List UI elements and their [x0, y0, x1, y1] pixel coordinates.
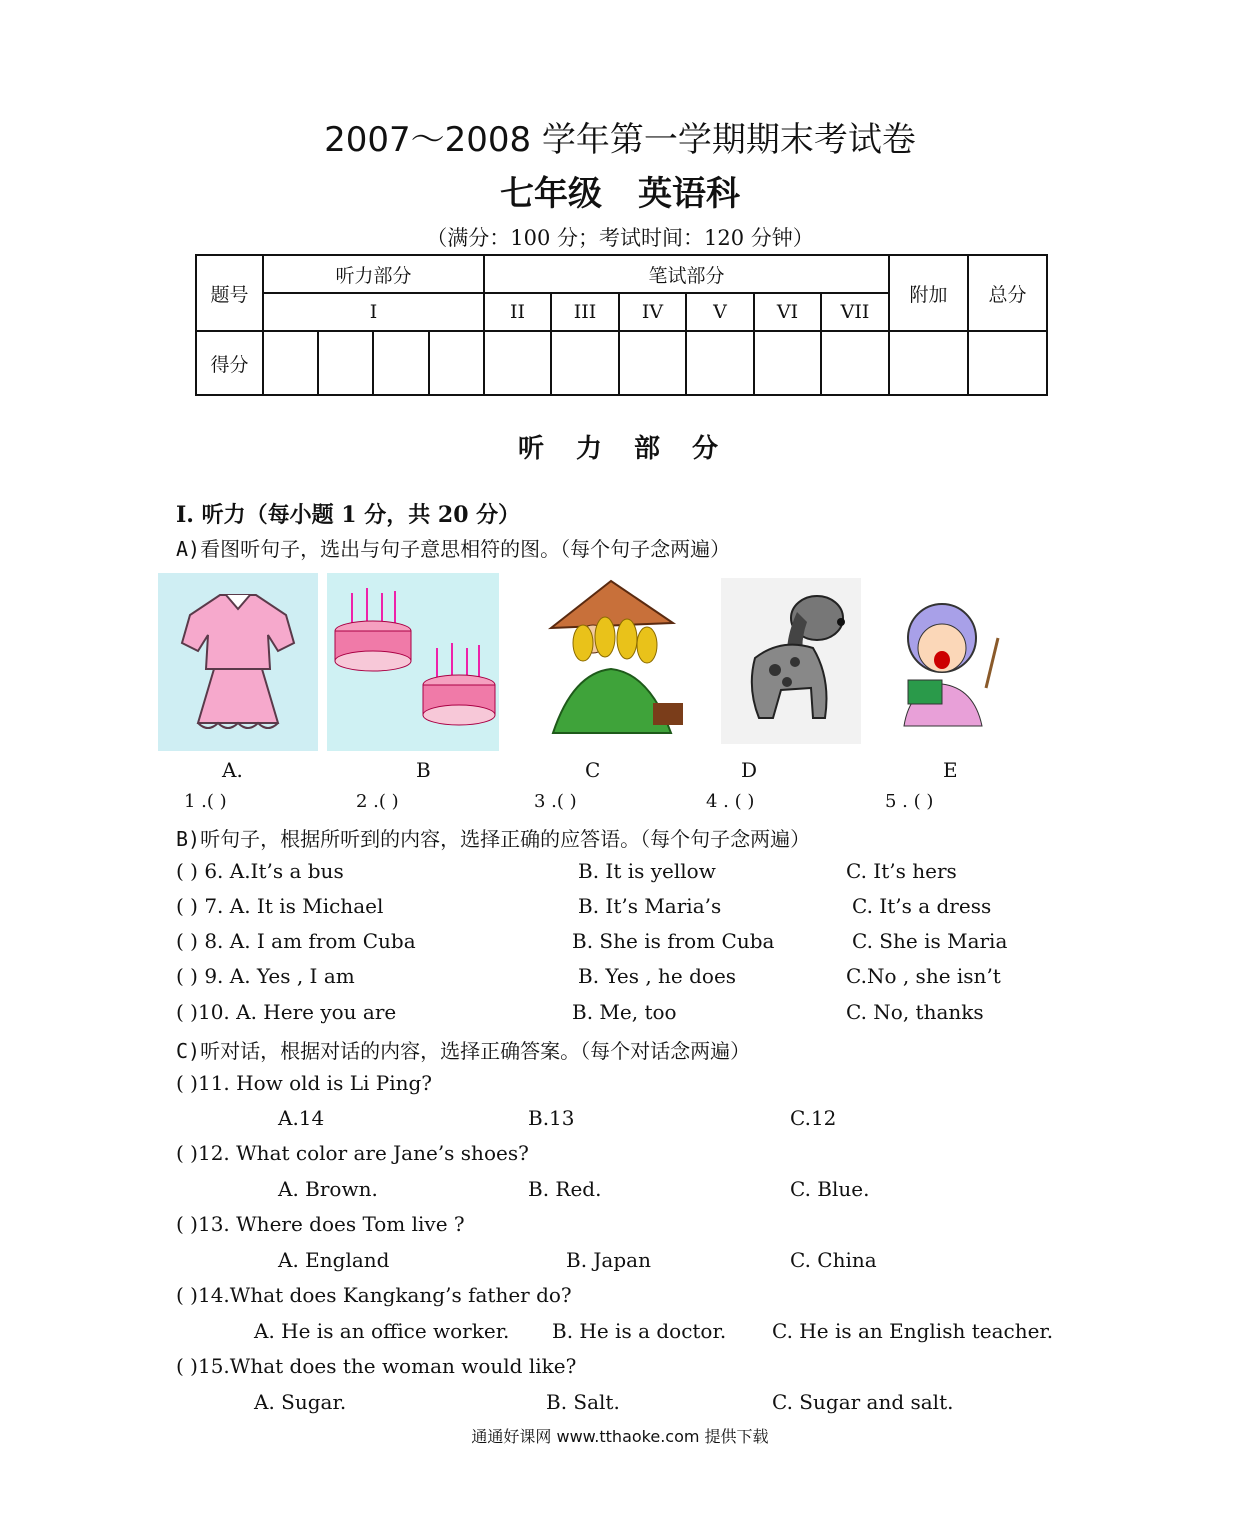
question-15: ( )15.What does the woman would like? [176, 1354, 577, 1378]
option-c: C. He is an English teacher. [772, 1319, 1054, 1343]
score-cell[interactable] [754, 331, 821, 395]
score-cell[interactable] [318, 331, 373, 395]
written-part-header: 笔试部分 [484, 255, 889, 293]
question-13: ( )13. Where does Tom live ? [176, 1212, 465, 1236]
score-cell[interactable] [263, 331, 318, 395]
listening-section-heading: 听 力 部 分 [517, 434, 723, 464]
listening-part-header: 听力部分 [263, 255, 484, 293]
option-b: B. Red. [528, 1177, 602, 1201]
option-c: C. She is Maria [852, 929, 1008, 953]
option-c: C. It’s a dress [852, 894, 992, 918]
footer-source: 通通好课网 www.tthaoke.com 提供下载 [471, 1427, 769, 1446]
farmer-harvest-icon [533, 573, 691, 745]
option-b: B. It is yellow [578, 859, 716, 883]
option-b: B. She is from Cuba [572, 929, 775, 953]
section-header: V [686, 293, 754, 331]
section-header: VI [754, 293, 821, 331]
part-b-instruction: B)听句子，根据所听到的内容，选择正确的应答语。（每个句子念两遍） [176, 827, 811, 851]
option-c: C. China [790, 1248, 877, 1272]
option-b: B. He is a doctor. [552, 1319, 727, 1343]
score-table [195, 254, 1048, 396]
exam-info: （满分：100 分；考试时间：120 分钟） [426, 226, 814, 250]
picture-letter: A. [222, 758, 243, 782]
score-cell[interactable] [686, 331, 754, 395]
option-b: B. Yes , he does [578, 964, 737, 988]
option-a: A. Brown. [278, 1177, 378, 1201]
section-header: I [263, 293, 484, 331]
option-a: A.14 [278, 1106, 325, 1130]
picture-letter: B [416, 758, 431, 782]
answer-blank[interactable]: 1 .( ) [184, 791, 227, 812]
exam-title: 2007～2008 学年第一学期期末考试卷 [324, 120, 916, 160]
grade-label: 七年级 [500, 174, 602, 214]
answer-blank[interactable]: 3 .( ) [534, 791, 577, 812]
option-c: C.12 [790, 1106, 837, 1130]
question-7: ( ) 7. A. It is Michael [176, 894, 384, 918]
option-c: C. No, thanks [846, 1000, 984, 1024]
part-a-instruction: A)看图听句子，选出与句子意思相符的图。（每个句子念两遍） [176, 537, 731, 561]
option-a: A. He is an office worker. [254, 1319, 510, 1343]
option-c: C.No , she isn’t [846, 964, 1001, 988]
question-14: ( )14.What does Kangkang’s father do? [176, 1283, 572, 1307]
extra-header: 附加 [889, 255, 968, 331]
score-cell[interactable] [429, 331, 484, 395]
score-cell[interactable] [484, 331, 551, 395]
section-header: IV [619, 293, 686, 331]
dress-icon [158, 573, 318, 751]
question-11: ( )11. How old is Li Ping? [176, 1071, 432, 1095]
option-b: B.13 [528, 1106, 575, 1130]
subject-label: 英语科 [638, 174, 740, 214]
question-8: ( ) 8. A. I am from Cuba [176, 929, 416, 953]
option-c: C. Blue. [790, 1177, 870, 1201]
girl-reading-icon [890, 598, 1012, 728]
picture-letter: D [741, 758, 758, 782]
answer-blank[interactable]: 5 . ( ) [885, 791, 934, 812]
birthday-cakes-icon [327, 573, 499, 751]
total-header: 总分 [968, 255, 1047, 331]
option-c: C. It’s hers [846, 859, 957, 883]
option-b: B. Me, too [572, 1000, 677, 1024]
section-header: II [484, 293, 551, 331]
row-label-score: 得分 [196, 331, 263, 395]
score-cell[interactable] [821, 331, 889, 395]
option-c: C. Sugar and salt. [772, 1390, 954, 1414]
option-b: B. Salt. [546, 1390, 620, 1414]
picture-letter: C [585, 758, 601, 782]
score-cell[interactable] [373, 331, 429, 395]
row-label-number: 题号 [196, 255, 263, 331]
section-header: VII [821, 293, 889, 331]
question-12: ( )12. What color are Jane’s shoes? [176, 1141, 529, 1165]
question-9: ( ) 9. A. Yes , I am [176, 964, 355, 988]
part-c-instruction: C)听对话，根据对话的内容，选择正确答案。（每个对话念两遍） [176, 1039, 751, 1063]
part1-heading: I. 听力（每小题 1 分，共 20 分） [176, 502, 521, 528]
option-a: A. Sugar. [254, 1390, 347, 1414]
score-cell[interactable] [889, 331, 968, 395]
question-6: ( ) 6. A.It’s a bus [176, 859, 344, 883]
section-header: III [551, 293, 619, 331]
answer-blank[interactable]: 2 .( ) [356, 791, 399, 812]
option-a: A. England [278, 1248, 390, 1272]
answer-blank[interactable]: 4 . ( ) [706, 791, 755, 812]
option-b: B. Japan [566, 1248, 651, 1272]
picture-letter: E [943, 758, 958, 782]
question-10: ( )10. A. Here you are [176, 1000, 397, 1024]
dog-icon [721, 578, 861, 744]
option-b: B. It’s Maria’s [578, 894, 722, 918]
score-cell[interactable] [968, 331, 1047, 395]
score-cell[interactable] [619, 331, 686, 395]
exam-subject [0, 166, 1240, 215]
score-cell[interactable] [551, 331, 619, 395]
